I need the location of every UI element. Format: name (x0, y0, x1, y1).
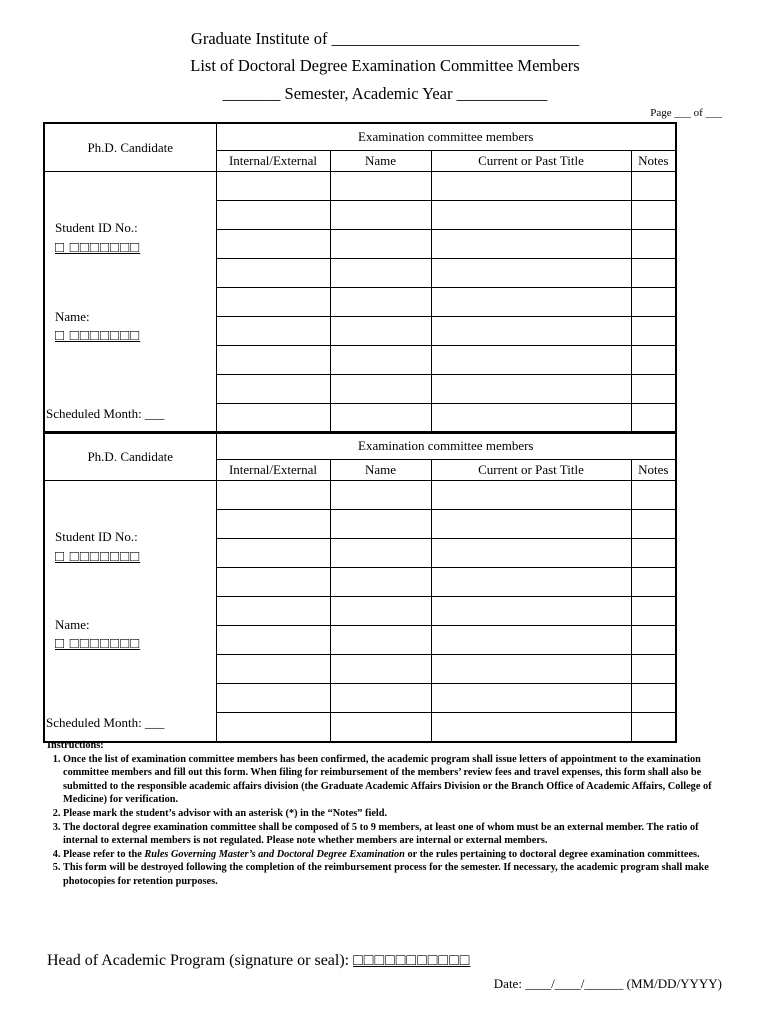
instructions-title: Instructions: (47, 740, 104, 751)
signature-line (47, 952, 470, 970)
instruction-item: 5. This form will be destroyed following the completion of the reimbursement process for the semester. If necessary, the academic program shall make photocopies for retention purposes. (63, 861, 727, 888)
member-cell[interactable] (216, 510, 330, 539)
student-id-field[interactable]: □ □□□□□□□ (55, 240, 141, 256)
student-id-label: Student ID No.: (55, 220, 138, 235)
instructions-list (47, 753, 727, 889)
rules-reference: Rules Governing Master’s and Doctoral Degree Examination (144, 848, 405, 860)
member-cell[interactable] (431, 539, 631, 568)
page-number-label: Page ___ of ___ (650, 107, 722, 119)
scheduled-month-label[interactable]: Scheduled Month: ___ (46, 715, 165, 730)
member-cell[interactable] (431, 288, 631, 317)
member-cell[interactable] (216, 539, 330, 568)
member-cell[interactable] (216, 230, 330, 259)
member-cell[interactable] (330, 230, 431, 259)
member-cell[interactable] (431, 201, 631, 230)
scheduled-month-label[interactable]: Scheduled Month: ___ (46, 406, 165, 421)
member-cell[interactable] (330, 481, 431, 510)
signature-label: Head of Academic Program (signature or seal): (47, 952, 354, 969)
student-id-label: Student ID No.: (55, 529, 138, 544)
col-internal-external: Internal/External (216, 460, 330, 481)
member-cell[interactable] (216, 346, 330, 375)
member-cell[interactable] (330, 568, 431, 597)
member-cell[interactable] (216, 655, 330, 684)
name-field[interactable]: □ □□□□□□□ (55, 636, 141, 652)
signature-field[interactable]: □□□□□□□□□□□ (353, 952, 471, 969)
candidate-block-1 (43, 122, 677, 434)
committee-header: Examination committee members (216, 432, 676, 460)
candidate-info-cell (44, 481, 216, 743)
instructions-section (47, 739, 727, 889)
member-cell[interactable] (631, 626, 676, 655)
member-cell[interactable] (330, 375, 431, 404)
committee-header: Examination committee members (216, 123, 676, 151)
member-cell[interactable] (216, 568, 330, 597)
member-cell[interactable] (431, 481, 631, 510)
col-title: Current or Past Title (431, 460, 631, 481)
member-cell[interactable] (431, 375, 631, 404)
member-cell[interactable] (330, 172, 431, 201)
member-cell[interactable] (631, 568, 676, 597)
member-cell[interactable] (330, 684, 431, 713)
header-institute-line: Graduate Institute of ______________________________ (190, 29, 580, 48)
semester-year-line: _______ Semester, Academic Year ___________ (222, 84, 548, 103)
member-cell[interactable] (216, 626, 330, 655)
member-cell[interactable] (330, 655, 431, 684)
member-cell[interactable] (431, 346, 631, 375)
col-name: Name (330, 151, 431, 172)
member-cell[interactable] (631, 288, 676, 317)
member-cell[interactable] (631, 404, 676, 434)
member-cell[interactable] (216, 713, 330, 743)
member-cell[interactable] (631, 201, 676, 230)
form-title: List of Doctoral Degree Examination Committee Members (190, 56, 580, 75)
instruction-item: 2. Please mark the student’s advisor with an asterisk (*) in the “Notes” field. (63, 807, 727, 821)
member-cell[interactable] (431, 713, 631, 743)
member-cell[interactable] (631, 655, 676, 684)
member-cell[interactable] (431, 568, 631, 597)
member-cell[interactable] (431, 259, 631, 288)
member-cell[interactable] (431, 172, 631, 201)
candidate-header: Ph.D. Candidate (44, 432, 216, 481)
name-label: Name: (55, 617, 90, 632)
member-cell[interactable] (216, 684, 330, 713)
member-cell[interactable] (631, 230, 676, 259)
member-cell[interactable] (431, 597, 631, 626)
member-cell[interactable] (216, 259, 330, 288)
instruction-item: 1. Once the list of examination committee members has been confirmed, the academic program shall issue letters of appointment to the examination committee members and fill out this form. When filing for reimbursement of the members’ review fees and travel expenses, this form shall also be submitted to the responsible academic affairs division (the Graduate Academic Affairs Division or the Branch Office of Academic Affairs, College of Medicine) for verification. (63, 753, 727, 807)
member-cell[interactable] (216, 597, 330, 626)
instruction-item: 3. The doctoral degree examination committee shall be composed of 5 to 9 members, at least one of whom must be an external member. The ratio of internal to external members is not regulated. Please note whether members are internal or external members. (63, 821, 727, 848)
instruction-text: Please refer to the (63, 848, 145, 860)
candidate-block-2 (43, 431, 677, 743)
name-label: Name: (55, 309, 90, 324)
member-cell[interactable] (216, 481, 330, 510)
col-notes: Notes (631, 151, 676, 172)
member-cell[interactable] (330, 317, 431, 346)
col-notes: Notes (631, 460, 676, 481)
member-cell[interactable] (631, 597, 676, 626)
member-cell[interactable] (631, 317, 676, 346)
member-cell[interactable] (431, 510, 631, 539)
student-id-field[interactable]: □ □□□□□□□ (55, 549, 141, 565)
member-cell[interactable] (431, 684, 631, 713)
member-cell[interactable] (631, 713, 676, 743)
member-cell[interactable] (330, 346, 431, 375)
instruction-text: or the rules pertaining to doctoral degree examination committees. (404, 848, 700, 860)
date-field[interactable]: Date: ____/____/______ (MM/DD/YYYY) (493, 976, 722, 991)
member-cell[interactable] (216, 172, 330, 201)
member-cell[interactable] (431, 230, 631, 259)
member-cell[interactable] (216, 317, 330, 346)
member-cell[interactable] (330, 539, 431, 568)
member-cell[interactable] (631, 259, 676, 288)
member-cell[interactable] (330, 713, 431, 743)
member-cell[interactable] (631, 375, 676, 404)
member-cell[interactable] (431, 317, 631, 346)
member-cell[interactable] (631, 510, 676, 539)
instruction-item (63, 848, 727, 862)
col-title: Current or Past Title (431, 151, 631, 172)
member-cell[interactable] (216, 201, 330, 230)
member-cell[interactable] (631, 539, 676, 568)
member-cell[interactable] (216, 375, 330, 404)
member-cell[interactable] (631, 481, 676, 510)
member-cell[interactable] (431, 655, 631, 684)
member-cell[interactable] (631, 172, 676, 201)
member-cell[interactable] (330, 288, 431, 317)
member-cell[interactable] (330, 597, 431, 626)
member-cell[interactable] (631, 684, 676, 713)
member-cell[interactable] (330, 201, 431, 230)
member-cell[interactable] (431, 626, 631, 655)
member-cell[interactable] (431, 404, 631, 434)
col-internal-external: Internal/External (216, 151, 330, 172)
member-cell[interactable] (330, 626, 431, 655)
candidate-header: Ph.D. Candidate (44, 123, 216, 172)
member-cell[interactable] (216, 288, 330, 317)
member-cell[interactable] (216, 404, 330, 434)
name-field[interactable]: □ □□□□□□□ (55, 328, 141, 344)
member-cell[interactable] (330, 510, 431, 539)
candidate-info-cell (44, 172, 216, 434)
col-name: Name (330, 460, 431, 481)
member-cell[interactable] (631, 346, 676, 375)
member-cell[interactable] (330, 259, 431, 288)
member-cell[interactable] (330, 404, 431, 434)
